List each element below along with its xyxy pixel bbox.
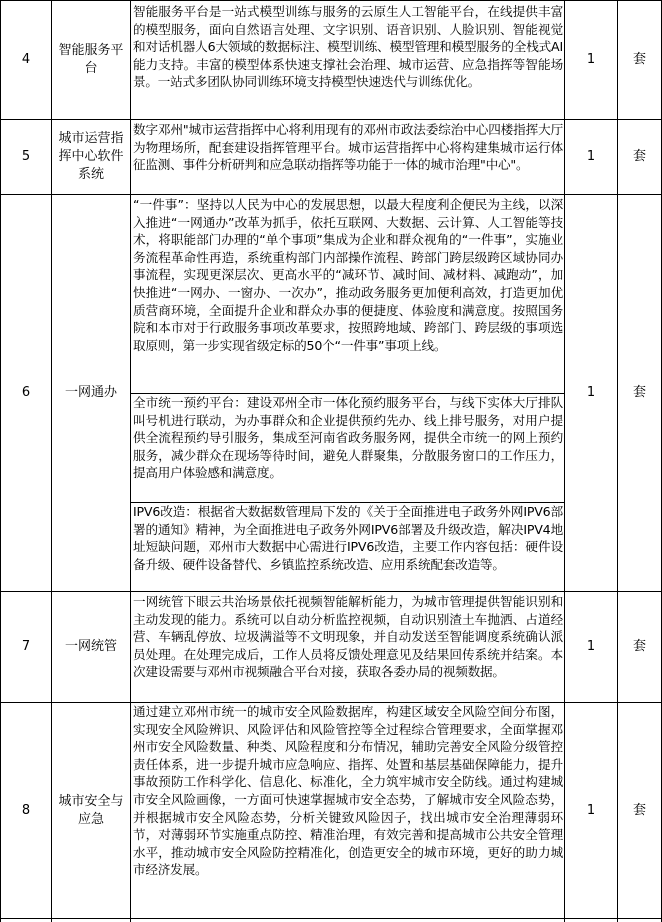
- description-paragraph: 数字邓州"城市运营指挥中心将利用现有的邓州市政法委综治中心四楼指挥大厅为物理场所，配套建设指挥管理平台。城市运营指挥中心将构建集城市运行体征监测、事件分析研判和应急联动指挥等功能于一体的城市治理"中心"。: [133, 122, 563, 173]
- item-name: 一网通办: [64, 385, 117, 400]
- item-description: [133, 3, 563, 119]
- item-description: [133, 121, 563, 194]
- description-paragraph: 智能服务平台是一站式模型训练与服务的云原生人工智能平台，在线提供丰富的模型服务，面向自然语言处理、文字识别、语音识别、人脸识别、智能视觉和对话机器人6大领域的数据标注、模型训练、模型管理和模型服务的全栈式AI能力支持。丰富的模型体系快速支撑社会治理、城市运营、应急指挥等智能场景。一站式多团队协同训练环境支持模型快速迭代与训练优化。: [133, 4, 563, 90]
- item-description: [133, 593, 563, 702]
- row-number: 6: [21, 385, 31, 400]
- unit: 套: [632, 639, 646, 654]
- quantity: 1: [586, 149, 596, 164]
- description-paragraph: 通过建立邓州市统一的城市安全风险数据库，构建区域安全风险空间分布图，实现安全风险辨识、风险评估和风险管控等全过程综合管理要求，全面掌握邓州市安全风险数量、种类、风险程度和分布情况，辅助完善安全风险分级管控责任体系，进一步提升城市应急响应、指挥、处置和基层基础保障能力，提升事故预防工作科学化、信息化、标准化，全力筑牢城市安全防线。通过构建城市安全风险画像，一方面可快速掌握城市安全态势，了解城市安全风险态势，并根据城市安全风险态势，分析关键致风险因子，找出城市安全治理薄弱环节，对薄弱环节实施重点防控、精准治理，有效完善和提高城市公共安全管理水平，推动城市安全风险防控精准化，创造更安全的城市环境，更好的助力城市经济发展。: [133, 704, 563, 878]
- item-name: 城市运营指挥中心软件系统: [58, 131, 124, 182]
- item-description: [133, 394, 563, 502]
- description-paragraph: 全市统一预约平台：建设邓州全市一体化预约服务平台，与线下实体大厅排队叫号机进行联动，为办事群众和企业提供预约先办、线上排号服务，对用户提供全流程预约导引服务，集成至河南省政务服务网，提供全市统一的网上预约服务，减少群众在现场等待时间，避免人群聚集，分散服务窗口的工作压力，提高用户体验感和满意度。: [133, 395, 563, 481]
- description-paragraph: 一网统管下眼云共治场景依托视频智能解析能力，为城市管理提供智能识别和主动发现的能力。系统可以自动分析监控视频，自动识别渣土车抛洒、占道经营、车辆乱停放、垃圾满溢等不文明现象，并自动发送至智能调度系统确认派员处理。在处理完成后，工作人员将反馈处理意见及结果回传系统并结案。本次建设需要与邓州市视频融合平台对接，获取各委办局的视频数据。: [133, 594, 563, 680]
- row-number: 7: [21, 639, 31, 654]
- quantity: 1: [586, 385, 596, 400]
- item-description: [133, 196, 563, 393]
- quantity: 1: [586, 802, 596, 818]
- unit: 套: [632, 385, 646, 400]
- row-number: 4: [21, 52, 31, 67]
- row-divider: [0, 918, 662, 919]
- column-divider: [130, 0, 131, 922]
- description-paragraph: IPV6改造：根据省大数据数管理局下发的《关于全面推进电子政务外网IPV6部署的通知》精神，为全面推进电子政务外网IPV6部署及升级改造，解决IPV4地址短缺问题，邓州市大数据中心需进行IPV6改造，主要工作内容包括：硬件设备升级、硬件设备替代、乡镇监控系统改造、应用系统配套改造等。: [133, 504, 563, 572]
- row-number: 8: [21, 802, 31, 818]
- item-name: 一网统管: [64, 639, 117, 654]
- item-description: [133, 703, 563, 918]
- item-name: 城市安全与应急: [58, 793, 124, 827]
- unit: 套: [632, 802, 646, 818]
- quantity: 1: [586, 639, 596, 654]
- item-description: [133, 503, 563, 591]
- unit: 套: [632, 52, 646, 67]
- row-number: 5: [21, 149, 31, 164]
- item-name: 智能服务平台: [58, 43, 124, 76]
- description-paragraph: “一件事”：坚持以人民为中心的发展思想，以最大程度利企便民为主线，以深入推进“一网通办”改革为抓手，依托互联网、大数据、云计算、人工智能等技术，将职能部门办理的“单个事项”集成为企业和群众视角的“一件事”，实施业务流程革命性再造，系统重构部门内部操作流程、跨部门跨层级跨区域协同办事流程，实现更深层次、更高水平的“减环节、减时间、减材料、减跑动”，加快推进“一网办、一窗办、一次办”，推动政务服务更加便利高效，打造更加优质营商环境，全面提升企业和群众办事的便捷度、体验度和满意度。按照国务院和本市对于行政服务事项改革要求，按照跨地域、跨部门、跨层级的事项选取原则，第一步实现省级定标的50个“一件事”事项上线。: [133, 197, 563, 353]
- unit: 套: [632, 149, 646, 164]
- quantity: 1: [586, 52, 596, 67]
